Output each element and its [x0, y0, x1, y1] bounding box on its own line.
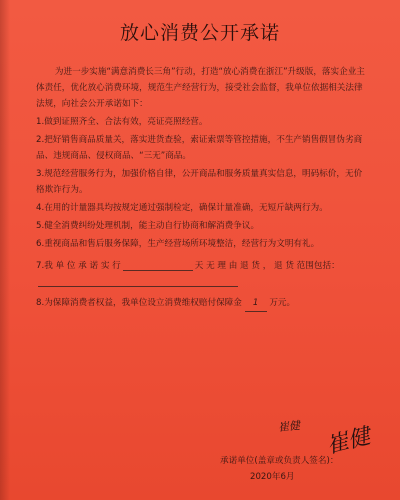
- item8-suffix: 万元。: [269, 298, 296, 308]
- intro-paragraph: 为进一步实施“满意消费长三角”行动，打造“放心消费在浙江”升级版，落实企业主体责任，优化放心消费环境，规范生产经营行为，接受社会监督，我单位依据相关法律法规，向社会公开承诺如下：: [36, 67, 365, 109]
- item8-prefix: 8.为保障消费者权益，我单位设立消费维权赔付保障金: [36, 298, 242, 308]
- item7-prefix: 7.我 单 位 承 诺 实 行: [36, 261, 121, 271]
- commitment-item-2: 2.把好销售商品质量关，落实进货查验，索证索票等管控措施，不生产销售假冒伪劣商品、违规商品、侵权商品、“三无”商品。: [36, 135, 363, 161]
- signature-area: [220, 412, 390, 492]
- page-edge-shadow: [0, 0, 10, 500]
- commitment-item-3: 3.规范经营服务行为，加强价格自律，公开商品和服务质量真实信息，明码标价，无价格欺诈行为。: [36, 169, 363, 195]
- handwritten-signature-large: 崔健: [324, 423, 373, 459]
- commitment-item-5: 5.健全消费纠纷处理机制，能主动自行协商和解消费争议。: [36, 221, 260, 231]
- document-body: [36, 64, 366, 314]
- commitment-item-1: 1.做到证照齐全、合法有效，亮证亮照经营。: [36, 117, 208, 127]
- document-date: 2020年6月: [250, 472, 295, 482]
- guarantee-amount: 1: [245, 295, 267, 312]
- return-days-blank: [123, 258, 193, 271]
- promiser-label: 承诺单位(盖章或负责人签名)：: [220, 456, 339, 466]
- item7-line2-prefix: 围包括：: [305, 261, 340, 271]
- item7-middle: 天 无 理 由 退 货 ， 退 货 范: [194, 261, 306, 271]
- handwritten-signature-small: 崔健: [277, 418, 301, 435]
- commitment-item-4: 4.在用的计量器具均按规定通过强制检定，确保计量准确，无短斤缺两行为。: [36, 203, 328, 213]
- return-scope-blank: [38, 274, 238, 287]
- commitment-item-6: 6.重视商品和售后服务保障，生产经营场所环境整洁，经营行为文明有礼。: [36, 239, 320, 249]
- commitment-item-7: [36, 258, 366, 287]
- document-title: 放心消费公开承诺: [119, 22, 280, 44]
- commitment-item-8: [36, 295, 366, 312]
